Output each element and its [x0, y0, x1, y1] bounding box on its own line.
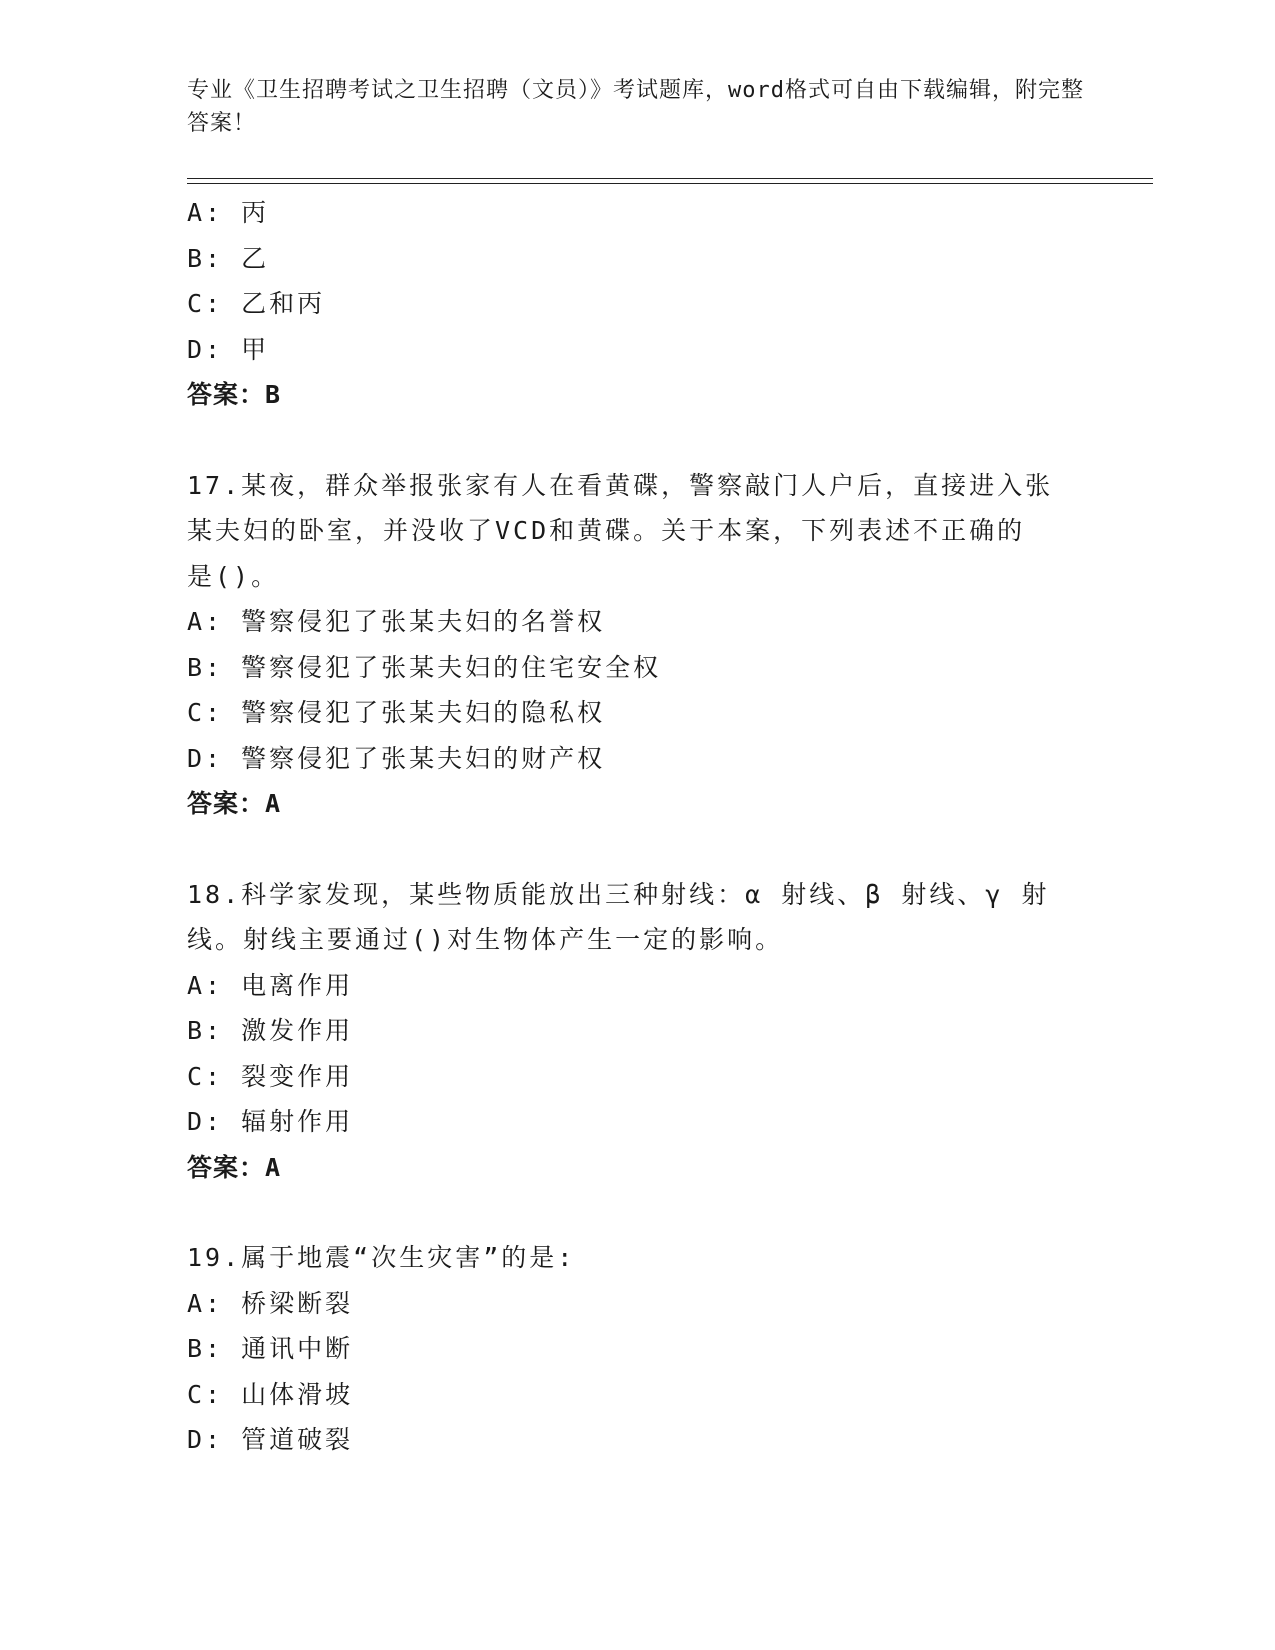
question-stem-line: 18.科学家发现，某些物质能放出三种射线：α 射线、β 射线、γ 射	[187, 879, 1050, 909]
option-c: C: 乙和丙	[187, 289, 326, 318]
question-19	[187, 1235, 1087, 1463]
option-d: D: 甲	[187, 334, 270, 364]
answer-line: 答案：A	[187, 1152, 282, 1182]
header-rule-top	[187, 178, 1153, 179]
option-a: A: 丙	[187, 198, 270, 227]
question-stem-line: 17.某夜，群众举报张家有人在看黄碟，警察敲门人户后，直接进入张	[187, 470, 1054, 500]
option-c: C: 山体滑坡	[187, 1379, 354, 1409]
option-d: D: 警察侵犯了张某夫妇的财产权	[187, 743, 606, 773]
question-stem-line: 线。射线主要通过()对生物体产生一定的影响。	[187, 925, 784, 954]
answer-line: 答案：B	[187, 380, 282, 409]
option-d: D: 管道破裂	[187, 1425, 354, 1454]
document-header: 专业《卫生招聘考试之卫生招聘（文员）》考试题库，word格式可自由下载编辑，附完整答案！	[187, 78, 1084, 136]
header-rule-bottom	[187, 183, 1153, 184]
question-17	[187, 463, 1087, 827]
option-b: B: 警察侵犯了张某夫妇的住宅安全权	[187, 652, 662, 682]
option-b: B: 激发作用	[187, 1016, 354, 1045]
question-16-tail	[187, 190, 1087, 418]
option-b: B: 乙	[187, 243, 270, 273]
question-stem-line: 某夫妇的卧室，并没收了VCD和黄碟。关于本案，下列表述不正确的	[187, 516, 1026, 545]
option-a: A: 电离作用	[187, 970, 354, 1000]
option-a: A: 警察侵犯了张某夫妇的名誉权	[187, 607, 606, 636]
option-d: D: 辐射作用	[187, 1107, 354, 1136]
option-a: A: 桥梁断裂	[187, 1288, 354, 1318]
answer-line: 答案：A	[187, 789, 282, 818]
option-b: B: 通讯中断	[187, 1334, 354, 1363]
question-content	[187, 190, 1087, 1463]
option-c: C: 警察侵犯了张某夫妇的隐私权	[187, 698, 606, 727]
question-stem-line: 是()。	[187, 561, 280, 591]
question-18	[187, 872, 1087, 1191]
question-stem-line: 19.属于地震“次生灾害”的是:	[187, 1243, 576, 1272]
option-c: C: 裂变作用	[187, 1061, 354, 1091]
